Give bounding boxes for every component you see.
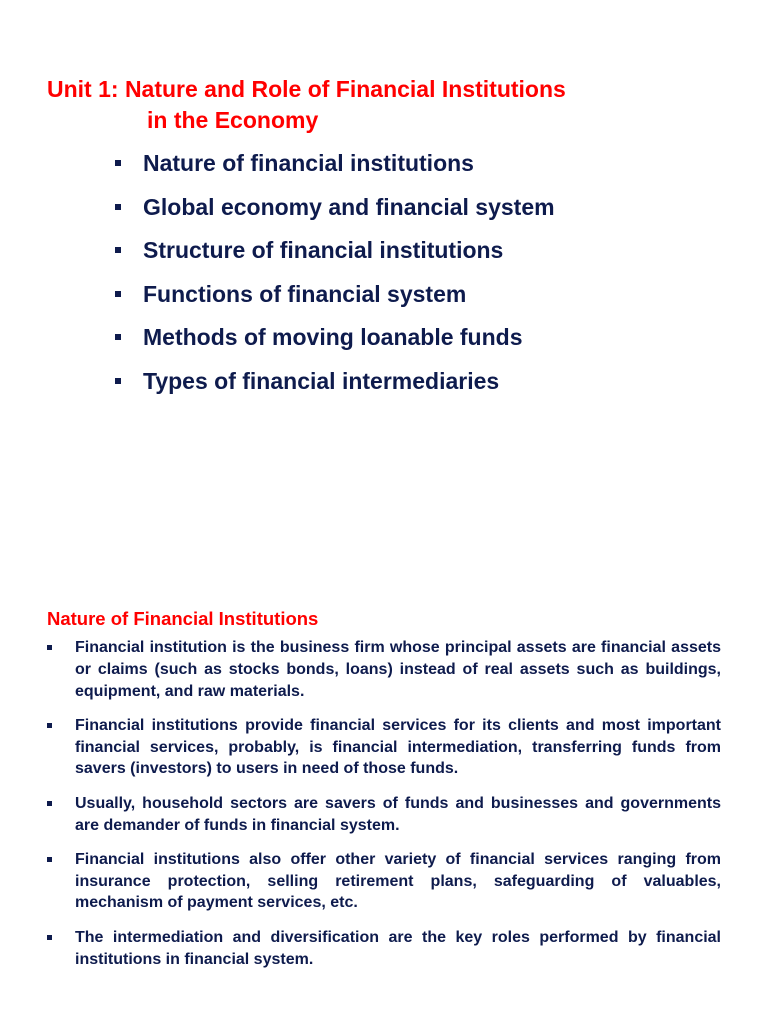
topic-item xyxy=(115,146,555,190)
square-bullet-icon xyxy=(47,935,52,940)
topic-text: Nature of financial institutions xyxy=(143,150,474,176)
section-heading: Nature of Financial Institutions xyxy=(47,608,319,629)
square-bullet-icon xyxy=(47,857,52,862)
square-bullet-icon xyxy=(115,291,121,297)
paragraph-item xyxy=(47,715,721,780)
topic-item xyxy=(115,233,555,277)
square-bullet-icon xyxy=(115,334,121,340)
topic-text: Types of financial intermediaries xyxy=(143,367,500,394)
paragraph-item xyxy=(47,637,721,702)
unit-title-line2: in the Economy xyxy=(147,107,319,133)
topic-item xyxy=(115,364,555,408)
paragraph-text: The intermediation and diversification are the key roles performed by financial institutions in financial system. xyxy=(75,928,721,968)
paragraph-item xyxy=(47,927,721,971)
topic-text: Structure of financial institutions xyxy=(143,237,504,264)
topic-text: Methods of moving loanable funds xyxy=(143,324,523,351)
paragraph-item xyxy=(47,849,721,914)
slide-nature-of-institutions xyxy=(0,580,768,1024)
topic-text: Global economy and financial system xyxy=(143,193,555,220)
topic-list xyxy=(115,146,555,408)
unit-title-line1: Unit 1: Nature and Role of Financial Institutions xyxy=(47,76,566,102)
paragraph-text: Financial institution is the business firm whose principal assets are financial assets or claims (such as stocks bonds, loans) instead of real assets such as buildings, equipment, and raw materials. xyxy=(75,639,721,700)
topic-item xyxy=(115,320,555,364)
square-bullet-icon xyxy=(115,247,121,253)
square-bullet-icon xyxy=(47,801,52,806)
square-bullet-icon xyxy=(115,204,121,210)
topic-item xyxy=(115,277,555,321)
paragraph-text: Usually, household sectors are savers of funds and businesses and governments are demander of funds in financial system. xyxy=(75,794,721,834)
paragraph-text: Financial institutions provide financial services for its clients and most important financial services, probably, is financial intermediation, transferring funds from savers (investors) to users in need of those funds. xyxy=(75,716,721,778)
square-bullet-icon xyxy=(47,723,52,728)
square-bullet-icon xyxy=(115,160,121,166)
paragraph-text: Financial institutions also offer other variety of financial services ranging from insurance protection, selling retirement plans, safeguarding of valuables, mechanism of payment services, etc. xyxy=(75,850,721,912)
topic-item xyxy=(115,190,555,234)
square-bullet-icon xyxy=(115,378,121,384)
paragraph-item xyxy=(47,793,721,837)
topic-text: Functions of financial system xyxy=(143,280,467,307)
paragraph-list xyxy=(47,637,721,983)
unit-title xyxy=(47,74,747,136)
square-bullet-icon xyxy=(47,645,52,650)
